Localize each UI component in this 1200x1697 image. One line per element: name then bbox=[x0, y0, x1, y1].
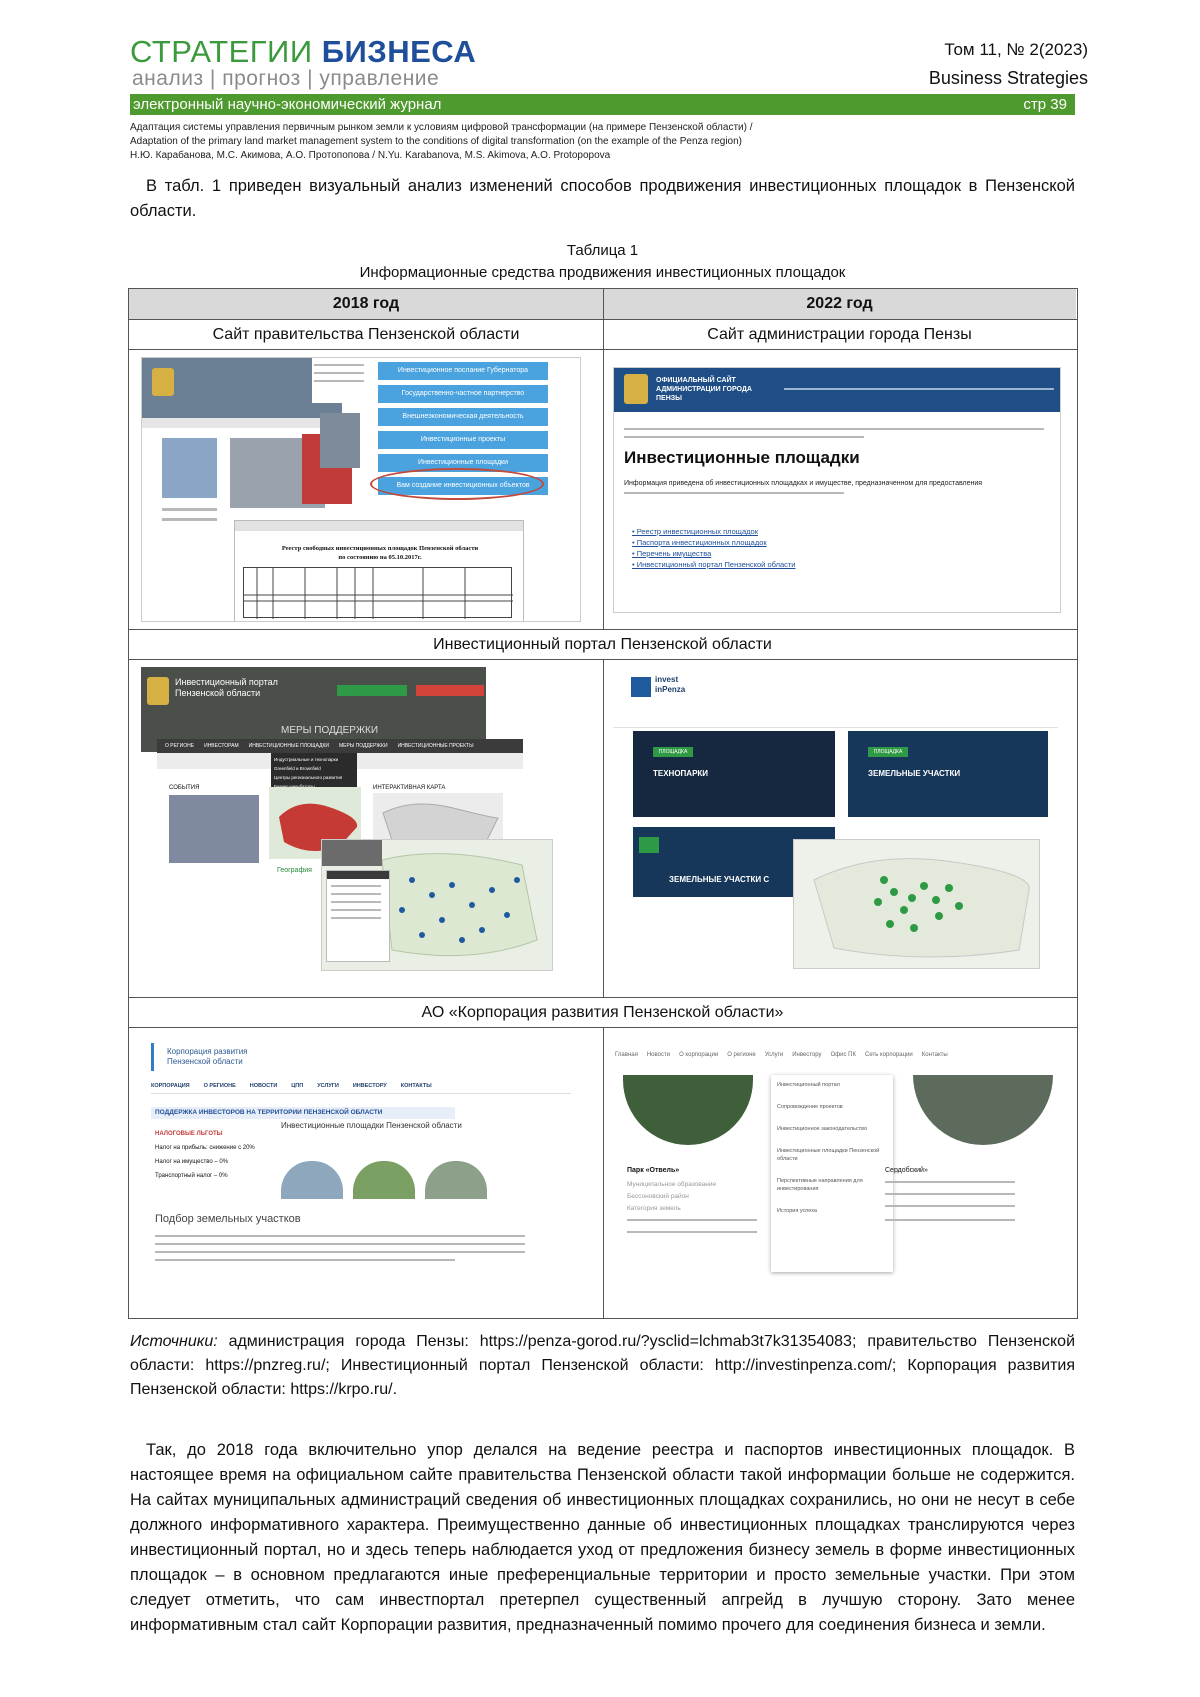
corporation-menu bbox=[151, 1079, 571, 1094]
registry-table-image bbox=[243, 567, 513, 619]
corporation-2022-menu-item: Офис ПК bbox=[830, 1052, 856, 1058]
table-number: Таблица 1 bbox=[566, 242, 639, 259]
investor-dropdown-item: Инвестиционное законодательство bbox=[777, 1126, 868, 1132]
city-site-name: ОФИЦИАЛЬНЫЙ САЙТ АДМИНИСТРАЦИИ ГОРОДА ПЕНЗЫ bbox=[656, 377, 752, 402]
logo-word-business: БИЗНЕСА bbox=[321, 34, 477, 69]
corporation-2022-menu bbox=[615, 1049, 1055, 1061]
tax-benefits-label: НАЛОГОВЫЕ ЛЬГОТЫ bbox=[155, 1131, 223, 1137]
penza-coat-of-arms-icon bbox=[624, 374, 648, 404]
screenshot-corporation-site-2022 bbox=[613, 1035, 1061, 1305]
corporation-2022-menu-item: Сеть корпорации bbox=[865, 1052, 913, 1058]
invest-brand-line1: invest bbox=[655, 675, 679, 684]
city-document-link: • Реестр инвестиционных площадок bbox=[632, 527, 758, 536]
corporation-menu-item: НОВОСТИ bbox=[249, 1083, 278, 1089]
corporation-2022-menu-item: О регионе bbox=[727, 1052, 756, 1058]
logo-word-strategies: СТРАТЕГИИ bbox=[130, 34, 313, 69]
corporation-logo-icon bbox=[151, 1043, 168, 1071]
park-field-2: Бессоновский район bbox=[627, 1193, 689, 1200]
col-header-2022: 2022 год bbox=[603, 289, 1076, 319]
investor-dropdown-item: Инвестиционный портал bbox=[777, 1082, 840, 1088]
gov-menu-button: Вам создание инвестиционных объектов bbox=[378, 477, 548, 495]
row2-label: Инвестиционный портал Пензенской области bbox=[433, 636, 772, 653]
investor-dropdown-item: Перспективные направления для инвестирования bbox=[777, 1178, 863, 1192]
journal-type: электронный научно-экономический журнал bbox=[133, 96, 442, 113]
portal-map-label: ИНТЕРАКТИВНАЯ КАРТА bbox=[373, 785, 446, 791]
portal-geo-label: География bbox=[277, 867, 312, 874]
journal-volume: Том 11, № 2(2023) bbox=[944, 40, 1088, 59]
portal-menu-item: ИНВЕСТИЦИОННЫЕ ПРОЕКТЫ bbox=[397, 743, 474, 749]
investinpenza-map bbox=[794, 840, 1039, 968]
city-page-heading: Инвестиционные площадки bbox=[624, 448, 860, 467]
journal-green-bar bbox=[130, 94, 1075, 115]
invest-brand-line2: inPenza bbox=[655, 685, 686, 694]
table-title: Информационные средства продвижения инвестиционных площадок bbox=[359, 264, 846, 281]
journal-logo-subtitle: анализ | прогноз | управление bbox=[132, 67, 440, 90]
penza-coat-of-arms-icon bbox=[152, 368, 174, 396]
gov-menu-button: Инвестиционные площадки bbox=[378, 454, 548, 472]
screenshot-investinpenza-2022 bbox=[613, 667, 1061, 989]
tile-land-plots: ЗЕМЕЛЬНЫЕ УЧАСТКИ bbox=[868, 769, 961, 778]
land-selection-heading: Подбор земельных участков bbox=[155, 1213, 301, 1225]
portal-menu-item: МЕРЫ ПОДДЕРЖКИ bbox=[339, 743, 388, 749]
article-title-ru: Адаптация системы управления первичным рынком земли к условиям цифровой трансформации (на примере Пензенской области) / bbox=[130, 122, 753, 133]
portal-measures-banner: МЕРЫ ПОДДЕРЖКИ bbox=[281, 725, 379, 736]
investor-dropdown bbox=[771, 1075, 893, 1272]
park-field-3: Категория земель bbox=[627, 1205, 681, 1212]
highlight-oval bbox=[370, 468, 544, 500]
portal-events-label: СОБЫТИЯ bbox=[169, 785, 200, 791]
corporation-2022-menu-item: Новости bbox=[646, 1052, 671, 1058]
gov-menu-button: Внешнеэкономическая деятельность bbox=[378, 408, 548, 426]
corporation-menu-item: КОНТАКТЫ bbox=[400, 1083, 432, 1089]
gov-menu-button: Государственно-частное партнерство bbox=[378, 385, 548, 403]
corporation-brand: Корпорация развития Пензенской области bbox=[167, 1047, 248, 1066]
article-title-en: Adaptation of the primary land market management system to the conditions of digital transformation (on the example of the Penza region) bbox=[130, 136, 742, 147]
corporation-banner: ПОДДЕРЖКА ИНВЕСТОРОВ НА ТЕРРИТОРИИ ПЕНЗЕНСКОЙ ОБЛАСТИ bbox=[151, 1107, 455, 1119]
corporation-menu-item: О РЕГИОНЕ bbox=[203, 1083, 236, 1089]
portal-dropdown-item: Индустриальные и технопарки bbox=[274, 757, 339, 762]
conclusion-paragraph: Так, до 2018 года включительно упор делался на ведение реестра и паспортов инвестиционных площадок. В настоящее время на официальном сайте правительства Пензенской области такой информации больше не содержится. На сайтах муниципальных администраций сведения об инвестиционных площадках сохранились, но они не несут в себе должного информативного характера. Преимущественно данные об инвестиционных площадках транслируются через инвестиционный портал, но и здесь теперь наблюдается уход от предложения бизнесу земель в форме инвестиционных площадок – в основном предлагаются иные преференциальные территории и просто земельные участки. При этом следует отметить, что сам инвестпортал претерпел существенный апгрейд в лучшую сторону. Зато менее информативным стал сайт Корпорации развития, предназначенный помимо прочего для соединения бизнеса и земли. bbox=[130, 1441, 1075, 1634]
screenshot-government-site-2018 bbox=[141, 357, 581, 622]
article-authors: Н.Ю. Карабанова, М.С. Акимова, А.О. Протопопова / N.Yu. Karabanova, M.S. Akimova, A.O. Protopopova bbox=[130, 150, 611, 161]
row3-label: АО «Корпорация развития Пензенской области» bbox=[421, 1004, 784, 1021]
penza-coat-of-arms-icon bbox=[147, 677, 169, 705]
benefit-transport-tax: Транспортный налог – 0% bbox=[155, 1173, 228, 1179]
screenshot-corporation-site-2018 bbox=[141, 1035, 581, 1310]
corporation-2022-menu-item: Инвестору bbox=[792, 1052, 822, 1058]
portal-menu-item: О РЕГИОНЕ bbox=[165, 743, 195, 749]
screenshot-investment-portal-2018 bbox=[141, 667, 581, 989]
screenshot-penza-city-site-2022 bbox=[613, 367, 1061, 613]
envelope-icon bbox=[639, 837, 659, 853]
corporation-2022-menu-item: Контакты bbox=[921, 1052, 948, 1058]
park-field-1: Муниципальное образование bbox=[627, 1181, 717, 1188]
corporation-menu-item: КОРПОРАЦИЯ bbox=[151, 1083, 190, 1089]
benefit-profit-tax: Налог на прибыль: снижение с 20% bbox=[155, 1145, 255, 1151]
city-document-link: • Перечень имущества bbox=[632, 549, 712, 558]
portal-main-menu bbox=[157, 739, 523, 753]
corporation-sites-heading: Инвестиционные площадки Пензенской области bbox=[281, 1121, 462, 1130]
city-document-links bbox=[632, 526, 796, 570]
tile1-tag: ПЛОЩАДКА bbox=[653, 747, 693, 757]
city-document-link: • Паспорта инвестиционных площадок bbox=[632, 538, 767, 547]
table-sources bbox=[130, 1330, 1075, 1402]
journal-logo-title bbox=[130, 34, 476, 70]
investor-dropdown-item: Инвестиционные площадки Пензенской области bbox=[777, 1148, 880, 1162]
portal-dropdown-item: Центры регионального развития bbox=[274, 775, 343, 780]
city-page-intro: Информация приведена об инвестиционных площадках и имуществе, предназначенном для предоставления bbox=[624, 480, 983, 487]
registry-title: Реестр свободных инвестиционных площадок Пензенской области bbox=[281, 545, 479, 552]
corporation-2022-menu-item: Услуги bbox=[764, 1052, 784, 1058]
page-number: стр 39 bbox=[1023, 96, 1067, 113]
journal-english-title: Business Strategies bbox=[928, 68, 1088, 88]
city-document-link: • Инвестиционный портал Пензенской области bbox=[632, 560, 796, 569]
corporation-menu-item: ЦПП bbox=[291, 1083, 304, 1089]
intro-paragraph: В табл. 1 приведен визуальный анализ изменений способов продвижения инвестиционных площадок в Пензенской области. bbox=[130, 177, 1075, 220]
tile-technoparks: ТЕХНОПАРКИ bbox=[653, 769, 709, 778]
corporation-2022-menu-item: Главная bbox=[615, 1052, 638, 1058]
portal-menu-item: ИНВЕСТОРАМ bbox=[204, 743, 239, 749]
park-serdobsky-title: Сердобский» bbox=[885, 1167, 928, 1174]
investor-dropdown-item: Сопровождение проектов bbox=[777, 1104, 843, 1110]
tile-land-plots-with: ЗЕМЕЛЬНЫЕ УЧАСТКИ С bbox=[669, 875, 770, 884]
gov-menu-button: Инвестиционные проекты bbox=[378, 431, 548, 449]
investor-dropdown-item: История успеха bbox=[777, 1208, 817, 1214]
corporation-menu-item: УСЛУГИ bbox=[317, 1083, 339, 1089]
row1-right-label: Сайт администрации города Пензы bbox=[707, 326, 972, 343]
row1-left-label: Сайт правительства Пензенской области bbox=[212, 326, 520, 343]
gov-menu-button: Инвестиционное послание Губернатора bbox=[378, 362, 548, 380]
portal-dropdown-item: Greenfield и Brownfield bbox=[274, 766, 321, 771]
col-header-2018: 2018 год bbox=[129, 289, 603, 319]
corporation-menu-item: ИНВЕСТОРУ bbox=[352, 1083, 387, 1089]
portal-menu-item: ИНВЕСТИЦИОННЫЕ ПЛОЩАДКИ bbox=[248, 743, 330, 749]
tile2-tag: ПЛОЩАДКА bbox=[868, 747, 908, 757]
park-otvel-title: Парк «Отвель» bbox=[627, 1167, 680, 1174]
corporation-2022-menu-item: О корпорации bbox=[679, 1052, 719, 1058]
promotion-table bbox=[128, 288, 1078, 1319]
registry-date: по состоянию на 05.10.2017г. bbox=[338, 554, 422, 561]
sources-text: администрация города Пензы: https://penza-gorod.ru/?ysclid=lchmab3t7k31354083; правительство Пензенской области: https://pnzreg.ru/; Инвестиционный портал Пензенской области: http://investinpenza.com/; Корпорация развития Пензенской области: https://krpo.ru/. bbox=[130, 1333, 1075, 1398]
sources-label: Источники: bbox=[130, 1333, 218, 1350]
invest-logo-icon bbox=[631, 677, 651, 697]
benefit-property-tax: Налог на имущество – 0% bbox=[155, 1159, 229, 1165]
portal-title: Инвестиционный портал Пензенской области bbox=[175, 677, 278, 698]
